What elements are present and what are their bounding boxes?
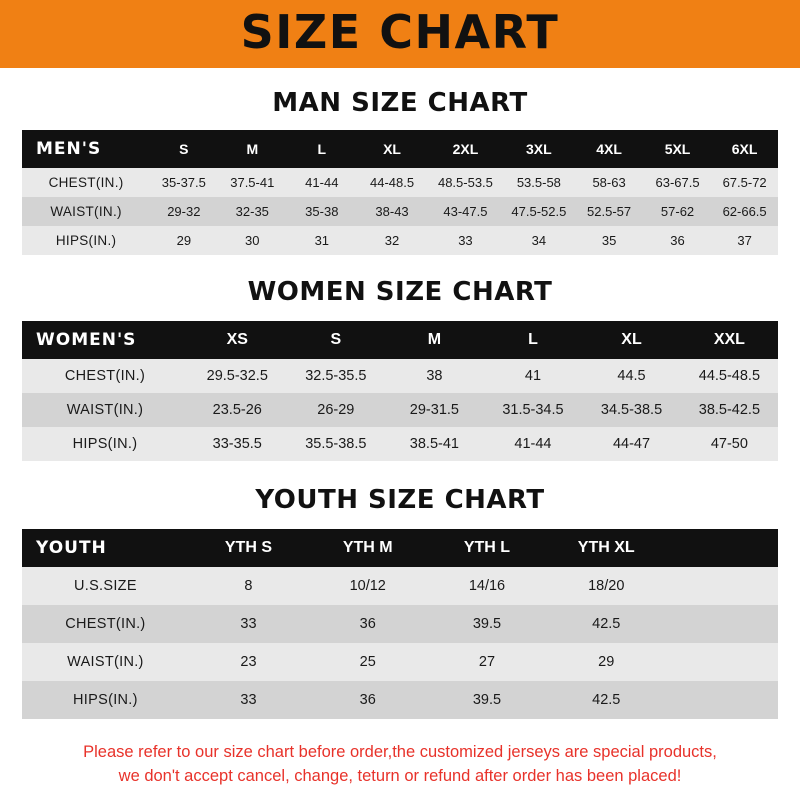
men-header-5xl: 5XL: [664, 141, 691, 157]
men-chest-2xl: 48.5-53.5: [437, 175, 493, 190]
table-row: [22, 605, 778, 643]
table-row: [22, 393, 778, 427]
page-title: SIZE CHART: [240, 5, 560, 59]
women-waist-s: 26-29: [317, 402, 355, 418]
men-waist-5xl: 57-62: [660, 204, 695, 219]
youth-header-m: YTH M: [342, 539, 393, 556]
table-row: [22, 681, 778, 719]
men-header-s: S: [179, 141, 189, 157]
table-row: [22, 567, 778, 605]
men-hips-xl: 32: [384, 233, 400, 248]
youth-row-waist-label: WAIST(IN.): [67, 654, 144, 670]
men-waist-m: 32-35: [235, 204, 269, 219]
men-header-2xl: 2XL: [452, 141, 479, 157]
women-chest-m: 38: [426, 368, 443, 384]
women-waist-xxl: 38.5-42.5: [698, 402, 761, 418]
youth-ussize-m: 10/12: [349, 578, 386, 594]
men-chest-s: 35-37.5: [161, 175, 206, 190]
women-waist-l: 31.5-34.5: [502, 402, 564, 418]
women-hips-m: 38.5-41: [409, 436, 459, 452]
youth-size-table: [22, 529, 778, 719]
men-size-table: [22, 130, 778, 255]
men-hips-6xl: 37: [737, 233, 752, 248]
table-row: [22, 359, 778, 393]
women-hips-xl: 44-47: [612, 436, 651, 452]
youth-waist-xl: 29: [598, 654, 615, 670]
header-center: [22, 0, 778, 68]
women-row-waist-label: WAIST(IN.): [66, 402, 144, 418]
youth-waist-empty: [666, 643, 778, 681]
women-chest-xl: 44.5: [617, 368, 646, 384]
women-size-table: [22, 321, 778, 461]
women-section-title: WOMEN SIZE CHART: [247, 277, 553, 307]
men-hips-s: 29: [176, 233, 192, 248]
youth-row-ussize-label: U.S.SIZE: [73, 578, 137, 594]
women-chest-xs: 29.5-32.5: [206, 368, 268, 384]
men-waist-3xl: 47.5-52.5: [511, 204, 567, 219]
header-right-block: [778, 0, 800, 68]
men-header-xl: XL: [383, 141, 401, 157]
youth-chest-xl: 42.5: [592, 616, 621, 632]
women-row-chest-label: CHEST(IN.): [64, 368, 146, 384]
women-header-m: M: [427, 331, 442, 348]
youth-hips-s: 33: [240, 692, 257, 708]
men-hips-4xl: 35: [601, 233, 617, 248]
youth-waist-m: 25: [359, 654, 376, 670]
men-row-hips-label: HIPS(IN.): [55, 233, 117, 248]
youth-ussize-l: 14/16: [468, 578, 506, 594]
table-row: [22, 226, 778, 255]
women-header-s: S: [330, 331, 342, 348]
women-chest-l: 41: [524, 368, 542, 384]
men-waist-4xl: 52.5-57: [587, 204, 632, 219]
men-waist-s: 29-32: [167, 204, 201, 219]
men-chest-l: 41-44: [305, 175, 339, 190]
table-header-row: [22, 321, 778, 359]
youth-chest-s: 33: [240, 616, 257, 632]
table-row: [22, 643, 778, 681]
youth-chest-l: 39.5: [472, 616, 502, 632]
women-header-label: WOMEN'S: [36, 330, 137, 350]
men-hips-2xl: 33: [458, 233, 473, 248]
women-header-xl: XL: [621, 331, 642, 348]
men-chest-5xl: 63-67.5: [655, 175, 700, 190]
men-header-4xl: 4XL: [596, 141, 622, 157]
women-chest-s: 32.5-35.5: [305, 368, 367, 384]
men-chest-xl: 44-48.5: [369, 175, 415, 190]
table-row: [22, 168, 778, 197]
men-hips-5xl: 36: [670, 233, 685, 248]
men-chest-6xl: 67.5-72: [722, 175, 767, 190]
table-header-row: [22, 130, 778, 168]
men-hips-m: 30: [245, 233, 260, 248]
women-waist-m: 29-31.5: [409, 402, 459, 418]
youth-ussize-s: 8: [244, 578, 253, 594]
men-waist-2xl: 43-47.5: [443, 204, 488, 219]
youth-header-s: YTH S: [224, 539, 272, 556]
men-row-chest-label: CHEST(IN.): [48, 175, 124, 190]
youth-waist-l: 27: [478, 654, 496, 670]
youth-ussize-empty: [666, 567, 778, 605]
youth-header-label: YOUTH: [36, 538, 107, 558]
women-hips-s: 35.5-38.5: [305, 436, 367, 452]
man-section-title: MAN SIZE CHART: [272, 88, 528, 118]
men-hips-l: 31: [314, 233, 330, 248]
men-chest-m: 37.5-41: [230, 175, 275, 190]
men-header-l: L: [317, 141, 327, 157]
notice-text: [22, 741, 778, 789]
notice-line-1: Please refer to our size chart before order,the customized jerseys are special products,: [83, 743, 717, 761]
header-left-block: [0, 0, 22, 68]
women-header-xxl: XXL: [713, 331, 745, 348]
women-row-hips-label: HIPS(IN.): [72, 436, 138, 452]
men-chest-4xl: 58-63: [592, 175, 626, 190]
youth-chest-empty: [666, 605, 778, 643]
men-header-3xl: 3XL: [526, 141, 552, 157]
youth-chest-m: 36: [359, 616, 376, 632]
women-hips-xxl: 47-50: [710, 436, 748, 452]
women-header-xs: XS: [226, 331, 248, 348]
content-area: [0, 88, 800, 789]
youth-hips-empty: [666, 681, 778, 719]
youth-header-empty: [666, 529, 778, 567]
men-waist-6xl: 62-66.5: [722, 204, 767, 219]
women-hips-xs: 33-35.5: [212, 436, 262, 452]
header-banner: [0, 0, 800, 68]
women-header-l: L: [528, 331, 538, 348]
men-row-waist-label: WAIST(IN.): [50, 204, 122, 219]
men-header-6xl: 6XL: [731, 141, 758, 157]
youth-row-hips-label: HIPS(IN.): [73, 692, 138, 708]
youth-ussize-xl: 18/20: [588, 578, 625, 594]
youth-header-xl: YTH XL: [577, 539, 635, 556]
youth-hips-xl: 42.5: [592, 692, 621, 708]
youth-header-l: YTH L: [463, 539, 511, 556]
men-hips-3xl: 34: [531, 233, 547, 248]
men-chest-3xl: 53.5-58: [516, 175, 561, 190]
youth-waist-s: 23: [240, 654, 257, 670]
men-waist-xl: 38-43: [375, 204, 409, 219]
table-row: [22, 427, 778, 461]
men-header-m: M: [246, 141, 259, 157]
youth-hips-m: 36: [359, 692, 376, 708]
women-waist-xl: 34.5-38.5: [600, 402, 663, 418]
youth-section-title: YOUTH SIZE CHART: [255, 485, 545, 515]
women-chest-xxl: 44.5-48.5: [698, 368, 761, 384]
table-header-row: [22, 529, 778, 567]
table-row: [22, 197, 778, 226]
men-header-label: MEN'S: [36, 139, 102, 159]
notice-line-2: we don't accept cancel, change, teturn or refund after order has been placed!: [118, 766, 682, 785]
youth-row-chest-label: CHEST(IN.): [65, 616, 146, 632]
youth-hips-l: 39.5: [472, 692, 502, 708]
women-hips-l: 41-44: [514, 436, 552, 452]
women-waist-xs: 23.5-26: [212, 402, 262, 418]
men-waist-l: 35-38: [305, 204, 339, 219]
